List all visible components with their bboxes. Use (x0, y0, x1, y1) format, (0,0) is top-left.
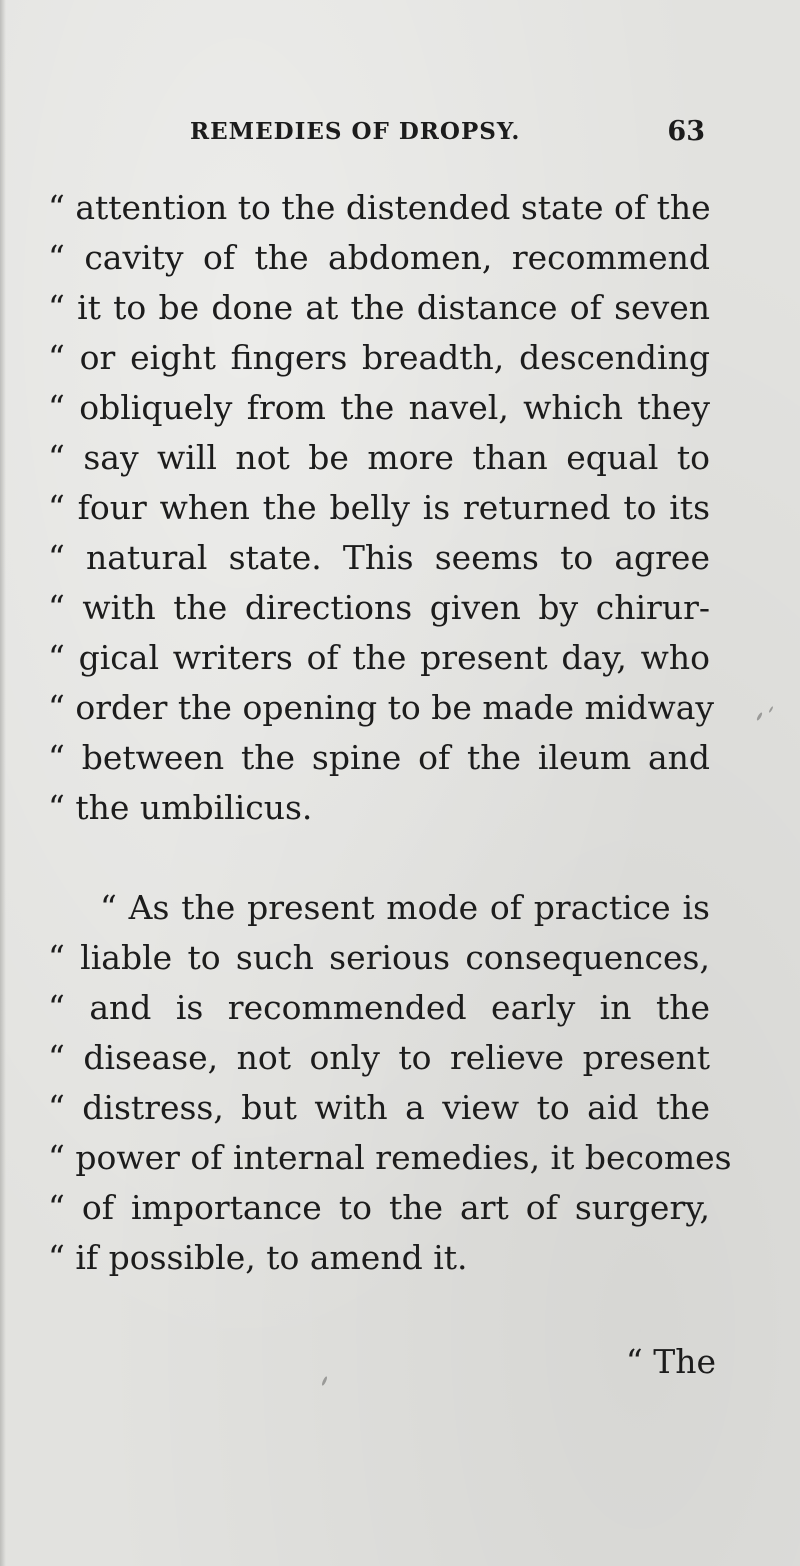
paragraph-1 (48, 183, 715, 833)
text-line: “ the umbilicus. (48, 788, 313, 827)
text-line: “ say will not be more than equal to (48, 438, 710, 477)
text-line: “ distress, but with a view to aid the (48, 1088, 710, 1127)
page-header (190, 118, 715, 166)
text-line: “ liable to such serious consequences, (48, 938, 710, 977)
text-line: “ power of internal remedies, it becomes (48, 1138, 732, 1177)
text-line: “ between the spine of the ileum and (48, 738, 710, 777)
page-number: 63 (667, 116, 705, 147)
text-line: “ if possible, to amend it. (48, 1238, 468, 1277)
text-line: “ As the present mode of practice is (100, 888, 710, 927)
text-line: “ or eight fingers breadth, descending (48, 338, 710, 377)
body-text (48, 183, 732, 1283)
paragraph-2 (48, 883, 732, 1283)
running-title: REMEDIES OF DROPSY. (190, 118, 521, 145)
text-line: “ obliquely from the navel, which they (48, 388, 710, 427)
text-line: “ and is recommended early in the (48, 988, 710, 1027)
text-line: “ order the opening to be made midway (48, 688, 715, 727)
paragraph-gap (48, 833, 710, 883)
text-line: “ cavity of the abdomen, recommend (48, 238, 710, 277)
text-line: “ natural state. This seems to agree (48, 538, 710, 577)
page-edge-shadow (0, 0, 6, 1566)
text-line: “ with the directions given by chirur- (48, 588, 710, 627)
text-line: “ of importance to the art of surgery, (48, 1188, 710, 1227)
catchword: “ The (625, 1342, 716, 1381)
text-line: “ four when the belly is returned to its (48, 488, 710, 527)
text-line: “ it to be done at the distance of seven (48, 288, 710, 327)
text-line: “ attention to the distended state of the (48, 188, 711, 227)
text-line: “ gical writers of the present day, who (48, 638, 710, 677)
text-line: “ disease, not only to relieve present (48, 1038, 710, 1077)
